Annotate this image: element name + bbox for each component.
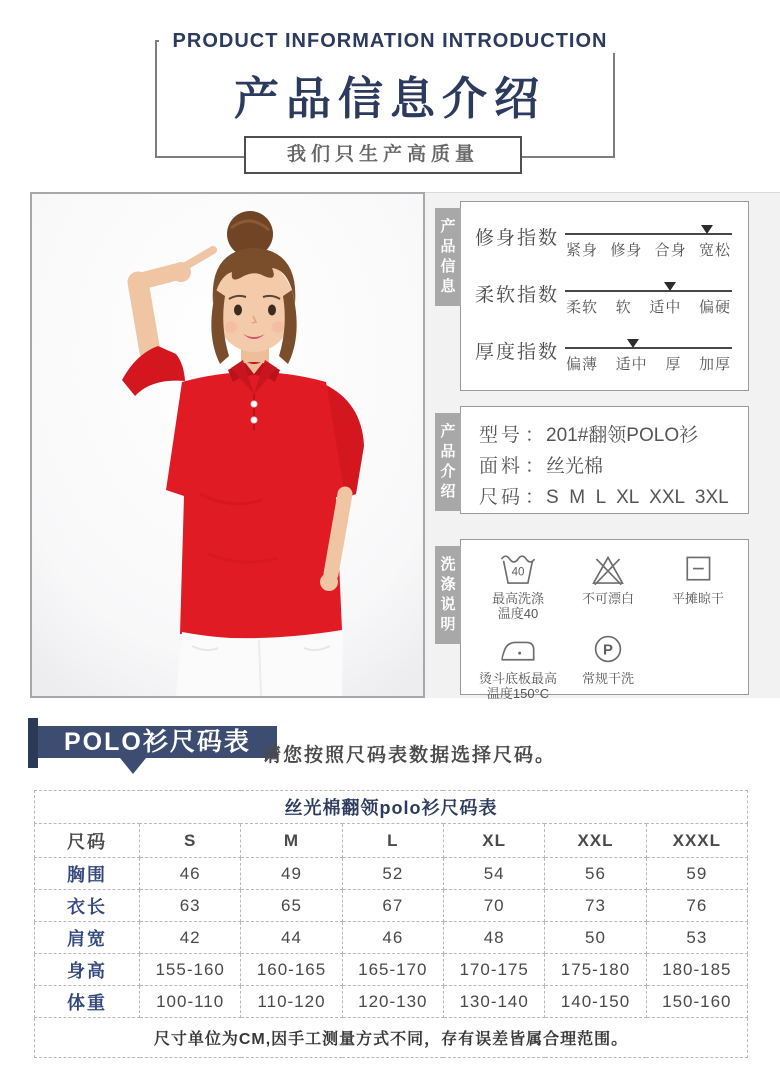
table-cell: 120-130 <box>342 986 443 1018</box>
table-cell: 50 <box>545 922 646 954</box>
spec-label: 尺码 <box>479 487 524 508</box>
spec-row <box>479 482 742 513</box>
iron-150-icon <box>473 630 563 668</box>
table-cell: 42 <box>140 922 241 954</box>
scale-label: 紧身 <box>566 242 599 259</box>
index-marker-icon <box>701 225 713 234</box>
tab-char: 涤 <box>440 576 456 593</box>
spec-row <box>479 451 742 482</box>
table-title-row <box>35 791 748 824</box>
tab-char: 息 <box>440 278 456 295</box>
product-info-group <box>440 201 749 391</box>
table-title-cell: 丝光棉翻领polo衫尺码表 <box>35 791 748 824</box>
table-cell: 73 <box>545 890 646 922</box>
table-cell: 46 <box>140 858 241 890</box>
table-footer-cell: 尺寸单位为CM,因手工测量方式不同，存有误差皆属合理范围。 <box>35 1018 748 1058</box>
table-cell: 67 <box>342 890 443 922</box>
spec-value: 201#翻领POLO衫 <box>546 425 699 446</box>
table-cell: 48 <box>443 922 544 954</box>
svg-text:40: 40 <box>511 566 525 579</box>
table-cell: 100-110 <box>140 986 241 1018</box>
index-label: 厚度指数 <box>475 342 560 363</box>
scale-label: 宽松 <box>698 242 731 259</box>
table-cell: 46 <box>342 922 443 954</box>
wash-label-line: 不可漂白 <box>581 591 634 606</box>
wash-item <box>653 550 743 621</box>
size-chart-ribbon: POLO衫尺码表 <box>38 726 277 758</box>
index-slider <box>565 328 732 385</box>
table-cell: 140-150 <box>545 986 646 1018</box>
spec-colon: ： <box>525 487 545 508</box>
table-cell: 110-120 <box>241 986 342 1018</box>
wash-label-line: 烫斗底板最高 <box>478 671 557 686</box>
tab-char: 明 <box>440 616 456 633</box>
wash-label-line: 温度150°C <box>486 686 550 701</box>
table-header-cell: M <box>241 824 342 858</box>
header <box>0 0 780 192</box>
ribbon-edge <box>28 718 38 768</box>
tab-char: 洗 <box>440 556 456 573</box>
spec-value: S M L XL XXL 3XL <box>546 487 729 508</box>
washing-box <box>460 539 749 701</box>
washing-tab <box>435 546 461 644</box>
table-cell: 160-165 <box>241 954 342 986</box>
scale-label: 适中 <box>649 299 682 316</box>
wash-item <box>473 630 563 701</box>
table-row <box>35 858 748 890</box>
table-row-label: 身高 <box>35 954 140 986</box>
size-table <box>34 790 748 1058</box>
index-slider <box>565 271 732 328</box>
index-track <box>565 290 732 292</box>
scale-label: 厚 <box>665 356 682 373</box>
table-cell: 56 <box>545 858 646 890</box>
table-row <box>35 986 748 1018</box>
spec-row <box>479 420 742 451</box>
table-cell: 65 <box>241 890 342 922</box>
table-cell: 63 <box>140 890 241 922</box>
product-info-box <box>460 201 749 391</box>
index-label: 柔软指数 <box>475 285 560 306</box>
spec-value: 丝光棉 <box>546 456 604 477</box>
index-marker-icon <box>664 282 676 291</box>
table-cell: 44 <box>241 922 342 954</box>
table-row-label: 肩宽 <box>35 922 140 954</box>
wash-label-line: 温度40 <box>497 606 539 621</box>
table-cell: 155-160 <box>140 954 241 986</box>
wash-item <box>563 550 653 621</box>
main-section <box>0 192 780 701</box>
scale-label: 适中 <box>615 356 648 373</box>
size-hint: 请您按照尺码表数据选择尺码。 <box>262 745 557 766</box>
table-cell: 53 <box>646 922 747 954</box>
table-cell: 70 <box>443 890 544 922</box>
svg-text:P: P <box>603 642 613 659</box>
wash-label <box>473 671 563 701</box>
table-footer-row <box>35 1018 748 1058</box>
wash-label <box>563 671 653 686</box>
table-cell: 54 <box>443 858 544 890</box>
scale-label: 偏薄 <box>566 356 599 373</box>
wash-label <box>563 591 653 606</box>
product-intro-group <box>440 406 749 514</box>
table-row-label: 衣长 <box>35 890 140 922</box>
tab-char: 产 <box>440 218 456 235</box>
table-cell: 170-175 <box>443 954 544 986</box>
index-scale <box>565 353 732 374</box>
size-table-body <box>35 791 748 1058</box>
table-row-label: 胸围 <box>35 858 140 890</box>
wash-label <box>473 591 563 621</box>
table-row <box>35 890 748 922</box>
ribbon-pointer-icon <box>120 758 146 774</box>
tab-char: 产 <box>440 423 456 440</box>
scale-label: 柔软 <box>566 299 599 316</box>
scale-label: 加厚 <box>698 356 731 373</box>
index-track <box>565 347 732 349</box>
flat-dry-icon <box>653 550 743 588</box>
scale-label: 软 <box>615 299 632 316</box>
dry-clean-p-icon <box>563 630 653 668</box>
index-slider <box>565 214 732 271</box>
table-cell: 76 <box>646 890 747 922</box>
wash-item <box>563 630 653 701</box>
table-cell: 59 <box>646 858 747 890</box>
size-banner-area <box>0 698 780 790</box>
table-cell: 165-170 <box>342 954 443 986</box>
scale-label: 合身 <box>654 242 687 259</box>
product-photo <box>30 192 425 698</box>
table-header-cell: XXXL <box>646 824 747 858</box>
wash-label-line: 平摊晾干 <box>671 591 724 606</box>
table-cell: 180-185 <box>646 954 747 986</box>
tab-char: 品 <box>440 238 456 255</box>
index-slider-row <box>475 328 732 385</box>
wash-tub-40-icon <box>473 550 563 588</box>
size-section <box>0 698 780 1058</box>
table-cell: 52 <box>342 858 443 890</box>
tab-char: 品 <box>440 443 456 460</box>
title-english-text: PRODUCT INFORMATION INTRODUCTION <box>159 29 622 53</box>
table-header-cell: 尺码 <box>35 824 140 858</box>
spec-colon: ： <box>525 425 545 446</box>
no-bleach-icon <box>563 550 653 588</box>
title-english <box>0 29 780 53</box>
washing-group <box>440 539 749 701</box>
spec-colon: ： <box>525 456 545 477</box>
table-row <box>35 954 748 986</box>
table-cell: 175-180 <box>545 954 646 986</box>
index-scale <box>565 296 732 317</box>
model-illustration <box>32 194 423 696</box>
scale-label: 修身 <box>610 242 643 259</box>
table-header-cell: S <box>140 824 241 858</box>
page-title: 产品信息介绍 <box>233 73 546 124</box>
product-info-tab <box>435 208 461 306</box>
index-label: 修身指数 <box>475 228 560 249</box>
spec-label: 面料 <box>479 456 524 477</box>
index-scale <box>565 239 732 260</box>
tab-char: 绍 <box>440 483 456 500</box>
wash-label <box>653 591 743 606</box>
info-column <box>425 192 780 701</box>
index-marker-icon <box>627 339 639 348</box>
table-header-cell: L <box>342 824 443 858</box>
table-row <box>35 922 748 954</box>
product-intro-box <box>460 406 749 514</box>
tab-char: 说 <box>440 596 456 613</box>
table-cell: 150-160 <box>646 986 747 1018</box>
subtitle-box: 我们只生产高质量 <box>244 136 522 174</box>
table-cell: 130-140 <box>443 986 544 1018</box>
table-row-label: 体重 <box>35 986 140 1018</box>
spec-label: 型号 <box>479 425 524 446</box>
wash-label-line: 最高洗涤 <box>491 591 544 606</box>
scale-label: 偏硬 <box>698 299 731 316</box>
wash-label-line: 常规干洗 <box>581 671 634 686</box>
table-header-cell: XXL <box>545 824 646 858</box>
tab-char: 信 <box>440 258 456 275</box>
product-intro-tab <box>435 413 461 511</box>
table-header-row <box>35 824 748 858</box>
table-cell: 49 <box>241 858 342 890</box>
tab-char: 介 <box>440 463 456 480</box>
table-header-cell: XL <box>443 824 544 858</box>
wash-item <box>473 550 563 621</box>
index-slider-row <box>475 271 732 328</box>
index-slider-row <box>475 214 732 271</box>
index-track <box>565 233 732 235</box>
